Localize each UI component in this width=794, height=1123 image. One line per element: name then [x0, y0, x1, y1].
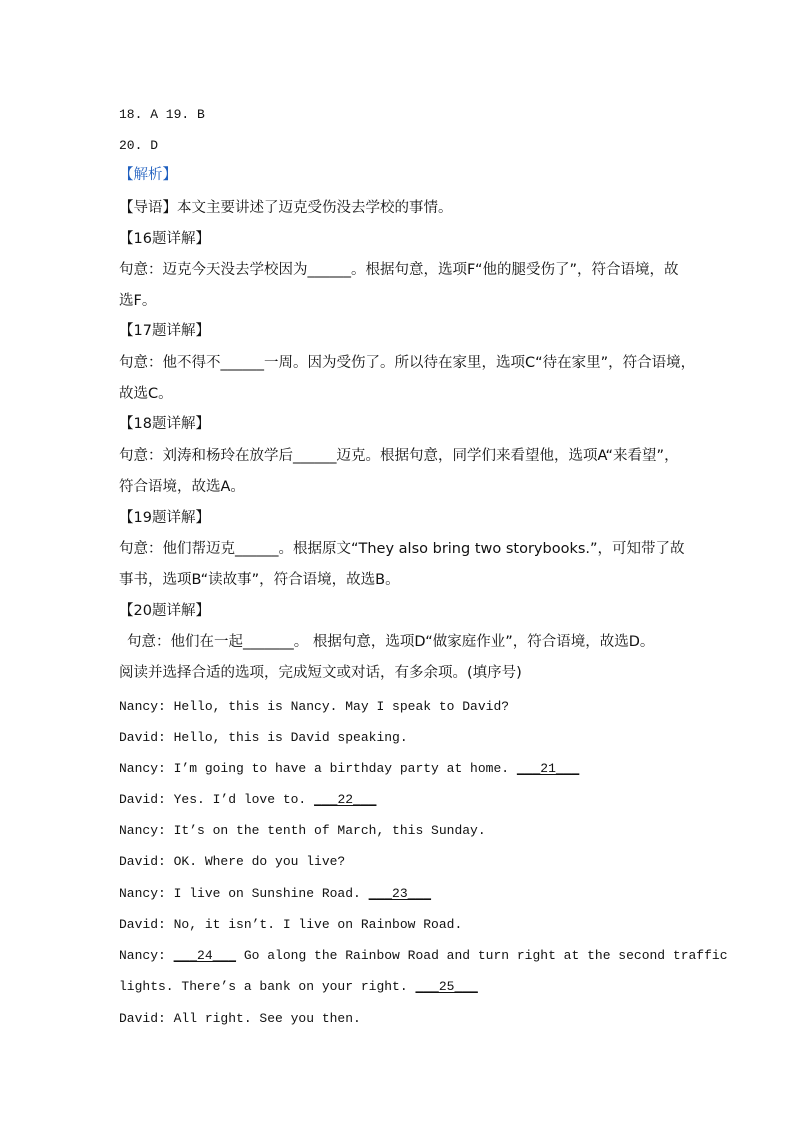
- q17-text-line1: 句意：他不得不______一周。因为受伤了。所以待在家里，选项C“待在家里”，符合语境，: [119, 355, 696, 371]
- analysis-heading: 【解析】: [119, 167, 177, 183]
- q16-heading: 【16题详解】: [119, 231, 210, 247]
- q17-heading: 【17题详解】: [119, 323, 210, 339]
- dialogue-line: [119, 729, 408, 747]
- dialogue-text: Nancy: Hello, this is Nancy. May I speak to David?: [119, 699, 510, 714]
- dialogue-text: David: OK. Where do you live?: [119, 854, 346, 869]
- reading-instruction: 阅读并选择合适的选项，完成短文或对话，有多余项。(填序号): [119, 665, 522, 681]
- dialogue-line: [119, 853, 345, 871]
- dialogue-text: David: Hello, this is David speaking.: [119, 730, 408, 745]
- dialogue-line: [119, 885, 431, 903]
- q19-text-line1: 句意：他们帮迈克______。根据原文“They also bring two storybooks.”，可知带了故: [119, 541, 685, 557]
- dialogue-line: [119, 978, 478, 996]
- q18-text-line1: 句意：刘涛和杨玲在放学后______迈克。根据句意，同学们来看望他，选项A“来看望”，: [119, 448, 679, 464]
- q19-text-line2: 事书，选项B“读故事”，符合语境，故选B。: [119, 572, 400, 588]
- q16-text-line2: 选F。: [119, 293, 157, 309]
- blank-23: ___23___: [368, 886, 432, 901]
- dialogue-line: [119, 947, 728, 965]
- dialogue-line: [119, 791, 376, 809]
- q20-heading: 【20题详解】: [119, 603, 210, 619]
- q16-text-line1: 句意：迈克今天没去学校因为______。根据句意，选项F“他的腿受伤了”，符合语境，故: [119, 262, 679, 278]
- dialogue-line: [119, 1010, 361, 1028]
- dialogue-text: David: All right. See you then.: [119, 1011, 361, 1026]
- dialogue-text: Nancy: I live on Sunshine Road.: [119, 886, 369, 901]
- intro-text: 【导语】本文主要讲述了迈克受伤没去学校的事情。: [119, 200, 453, 216]
- dialogue-text: Nancy: I’m going to have a birthday party at home.: [119, 761, 517, 776]
- answer-line-18-19: 18. A 19. B: [119, 107, 205, 122]
- dialogue-text: Go along the Rainbow Road and turn right at the second traffic: [236, 948, 728, 963]
- dialogue-line: [119, 822, 486, 840]
- blank-24: ___24___: [173, 948, 237, 963]
- dialogue-text: lights. There’s a bank on your right.: [119, 979, 416, 994]
- answer-line-20: 20. D: [119, 138, 159, 153]
- dialogue-line: [119, 916, 462, 934]
- q20-text-line1: 句意：他们在一起_______。 根据句意，选项D“做家庭作业”，符合语境，故选D。: [127, 634, 655, 650]
- dialogue-text: David: No, it isn’t. I live on Rainbow Road.: [119, 917, 463, 932]
- blank-22: ___22___: [314, 792, 377, 807]
- dialogue-text: David: Yes. I’d love to.: [119, 792, 315, 807]
- blank-21: ___21___: [516, 761, 580, 776]
- dialogue-text: Nancy:: [119, 948, 174, 963]
- blank-25: ___25___: [415, 979, 478, 994]
- q18-heading: 【18题详解】: [119, 416, 210, 432]
- q18-text-line2: 符合语境，故选A。: [119, 479, 245, 495]
- dialogue-line: [119, 698, 509, 716]
- dialogue-text: Nancy: It’s on the tenth of March, this Sunday.: [119, 823, 486, 838]
- q19-heading: 【19题详解】: [119, 510, 210, 526]
- q17-text-line2: 故选C。: [119, 386, 173, 402]
- dialogue-line: [119, 760, 579, 778]
